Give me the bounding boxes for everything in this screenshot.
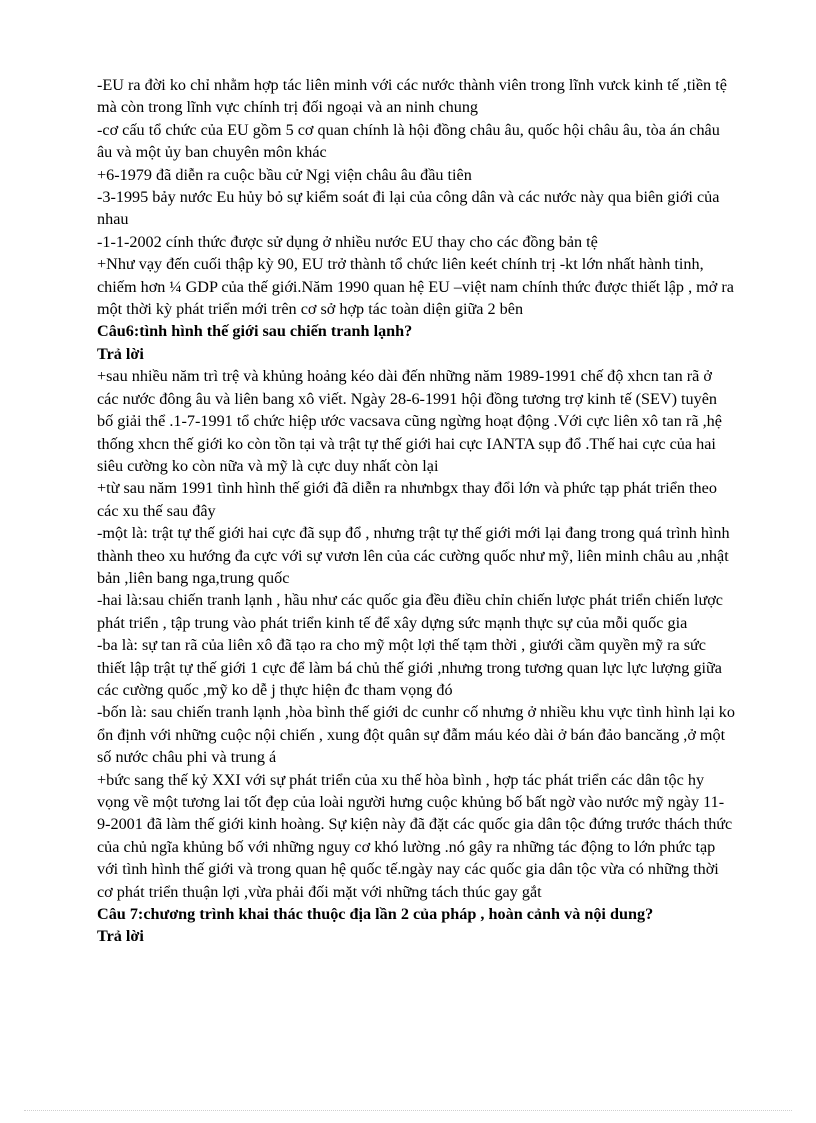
paragraph-21st-century: +bức sang thế kỷ XXI với sự phát triển của xu thế hòa bình , hợp tác phát triển các dân tộc hy vọng về một tương lai tốt đẹp của loài người hưng cuộc khủng bố bất ngờ vào nước mỹ ngày 11-9-2001 đã làm thế giới kinh hoàng. Sự kiện này đã đặt các quốc gia dân tộc đứng trước thách thức của chủ ngĩa khủng bố với những nguy cơ khó lường .nó gây ra những tác động to lớn phức tạp với tình hình thế giới và trong quan hệ quốc tế.ngày nay các quốc gia dân tộc vừa có những thời cơ phát triển thuận lợi ,vừa phải đối mặt với những tách thúc gay gắt — [97, 770, 733, 901]
paragraph-eu-structure: -cơ cấu tổ chức của EU gồm 5 cơ quan chính là hội đồng châu âu, quốc hội châu âu, tòa án châu âu và một ủy ban chuyên môn khác — [97, 120, 720, 162]
answer-6-label: Trả lời — [97, 344, 144, 363]
paragraph-trends-intro: +từ sau năm 1991 tình hình thế giới đã diễn ra nhưnbgx thay đổi lớn và phức tạp phát triển theo các xu thế sau đây — [97, 479, 717, 520]
question-6-heading: Câu6:tình hình thế giới sau chiến tranh lạnh? — [97, 322, 413, 341]
paragraph-eu-election-1979: +6-1979 đã diễn ra cuộc bầu cử Ngị viện châu âu đầu tiên — [97, 165, 472, 184]
paragraph-trend-two: -hai là:sau chiến tranh lạnh , hầu như các quốc gia đều điều chỉn chiến lược phát triển chiến lược phát triển , tập trung vào phát triển kinh tế để xây dựng sức mạnh thực sự của mỗi quốc gia — [97, 591, 723, 632]
paragraph-eu-purpose: -EU ra đời ko chỉ nhằm hợp tác liên minh với các nước thành viên trong lĩnh vưck kinh tế ,tiền tệ mà còn trong lĩnh vực chính trị đối ngoại và an ninh chung — [97, 76, 727, 117]
page-bottom-divider — [24, 1110, 792, 1111]
paragraph-eu-currency-2002: -1-1-2002 cính thức được sử dụng ở nhiều nước EU thay cho các đồng bản tệ — [97, 232, 598, 251]
paragraph-trend-three: -ba là: sự tan rã của liên xô đã tạo ra cho mỹ một lợi thế tạm thời , giưới cầm quyền mỹ ra sức thiết lập trật tự thế giới 1 cực để làm bá chủ thế giới ,nhưng trong tương quan lực lực lượng giữa các cường quốc ,mỹ ko dễ j thực hiện đc tham vọng đó — [97, 636, 722, 699]
paragraph-eu-border-1995: -3-1995 bảy nước Eu hủy bỏ sự kiểm soát đi lại của công dân và các nước này qua biên giới của nhau — [97, 188, 720, 229]
answer-7-label: Trả lời — [97, 927, 144, 946]
paragraph-socialism-collapse: +sau nhiều năm trì trệ và khủng hoảng kéo dài đến những năm 1989-1991 chế độ xhcn tan rã ở các nước đông âu và liên bang xô viết. Ngày 28-6-1991 hội đồng tương trợ kinh tế (SEV) tuyên bố giải thể .1-7-1991 tổ chức hiệp ước vacsava cũng ngừng hoạt động .Với cực liên xô tan rã ,hệ thống xhcn thế giới ko còn tồn tại và trật tự thế giới hai cực IANTA sụp đổ .Thế hai cực của hai siêu cường ko còn nữa và mỹ là cực duy nhất còn lại — [97, 367, 722, 475]
document-body — [97, 74, 737, 948]
paragraph-trend-one: -một là: trật tự thế giới hai cực đã sụp đổ , nhưng trật tự thế giới mới lại đang trong quá trình hình thành theo xu hướng đa cực với sự vươn lên của các cường quốc như mỹ, liên minh châu au ,nhật bản ,liên bang nga,trung quốc — [97, 524, 730, 587]
paragraph-trend-four: -bốn là: sau chiến tranh lạnh ,hòa bình thế giới dc cunhr cố nhưng ở nhiều khu vực tình hình lại ko ổn định với những cuộc nội chiến , xung đột quân sự đẫm máu kéo dài ở bán đảo bancăng ,ở một số nước châu phi và trung á — [97, 703, 735, 767]
paragraph-eu-vietnam-relations: +Như vạy đến cuối thập kỳ 90, EU trở thành tổ chức liên keét chính trị -kt lớn nhất hành tinh, chiếm hơn ¼ GDP của thế giới.Năm 1990 quan hệ EU –việt nam chính thức được thiết lập , mở ra một thời kỳ phát triển mới trên cơ sở hợp tác toàn diện giữa 2 bên — [97, 255, 734, 319]
question-7-heading: Câu 7:chương trình khai thác thuộc địa lần 2 của pháp , hoàn cảnh và nội dung? — [97, 905, 654, 924]
